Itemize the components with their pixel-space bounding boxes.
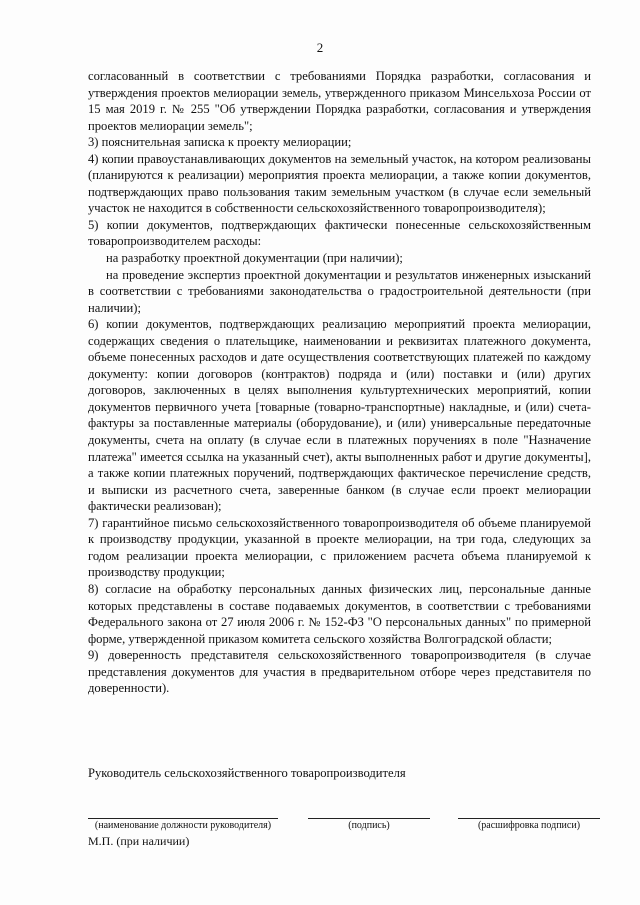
paragraph-item-9: 9) доверенность представителя сельскохозяйственного товаропроизводителя (в случае представления документов для участия в предварительном отборе через представителя по доверенности).: [88, 648, 591, 696]
paragraph-item-8: 8) согласие на обработку персональных данных физических лиц, персональные данные которых представлены в составе подаваемых документов, в соответствии с требованиями Федерального закона от 27 июля 2006 г. № 152-ФЗ "О персональных данных" по примерной форме, утвержденной приказом комитета сельского хозяйства Волгоградской области;: [88, 581, 591, 646]
signature-line: [308, 818, 430, 819]
position-caption: (наименование должности руководителя): [94, 820, 272, 831]
decoding-line: [458, 818, 600, 819]
paragraph-continuation: согласованный в соответствии с требованиями Порядка разработки, согласования и утверждения проектов мелиорации земель, утвержденного приказом Минсельхоза России от 15 мая 2019 г. № 255 "Об утверждении Порядка разработки, согласования и утверждения проектов мелиорации земель";: [88, 69, 591, 133]
paragraph-item-3: 3) пояснительная записка к проекту мелиорации;: [88, 135, 352, 150]
paragraph-item-7: 7) гарантийное письмо сельскохозяйственного товаропроизводителя об объеме планируемой к производству продукции, указанной в проекте мелиорации, на три года, следующих за годом реализации проекта мелиорации, с приложением расчета объема планируемой к производству продукции;: [88, 515, 591, 580]
paragraph-item-5-sub-2: на проведение экспертиз проектной документации и результатов инженерных изысканий в соответствии с требованиями законодательства о градостроительной деятельности (при наличии);: [88, 267, 591, 315]
paragraph-item-4: 4) копии правоустанавливающих документов на земельный участок, на котором реализованы (планируются к реализации) мероприятия проекта мелиорации, а также копии документов, подтверждающих право пользования таким земельным участком (в случае если земельный участок не находится в собственности сельскохозяйственного товаропроизводителя);: [88, 151, 591, 216]
position-line: [88, 818, 278, 819]
signature-title: Руководитель сельскохозяйственного товаропроизводителя: [88, 766, 406, 780]
stamp-note: М.П. (при наличии): [88, 834, 190, 848]
paragraph-item-6: 6) копии документов, подтверждающих реализацию мероприятий проекта мелиорации, содержащих сведения о плательщике, наименовании и реквизитах платежного документа, объеме понесенных расходов и дате осуществления соответствующих платежей по каждому документу: копии договоров (контрактов) подряда и (или) поставки и (или) других договоров, заключенных в целях выполнения культуртехнических мероприятий, копии документов первичного учета [товарные (товарно-транспортные) накладные, и (или) счета-фактуры за поставленные материалы (оборудование), и (или) универсальные передаточные документы, счета на оплату (в случае если в платежных поручениях в поле "Назначение платежа" имеется ссылка на указанный счет), акты выполненных работ и другие документы], а также копии платежных поручений, подтверждающих фактическое перечисление средств, и выписки из расчетного счета, заверенные банком (в случае если проект мелиорации фактически реализован);: [88, 317, 591, 514]
decoding-caption: (расшифровка подписи): [477, 820, 581, 831]
paragraph-item-5-sub-1: на разработку проектной документации (при наличии);: [106, 251, 403, 266]
paragraph-item-5: 5) копии документов, подтверждающих фактически понесенные сельскохозяйственным товаропроизводителем расходы:: [88, 217, 591, 249]
page-number: 2: [316, 40, 324, 55]
signature-caption: (подпись): [348, 820, 390, 831]
document-body: [88, 68, 591, 697]
